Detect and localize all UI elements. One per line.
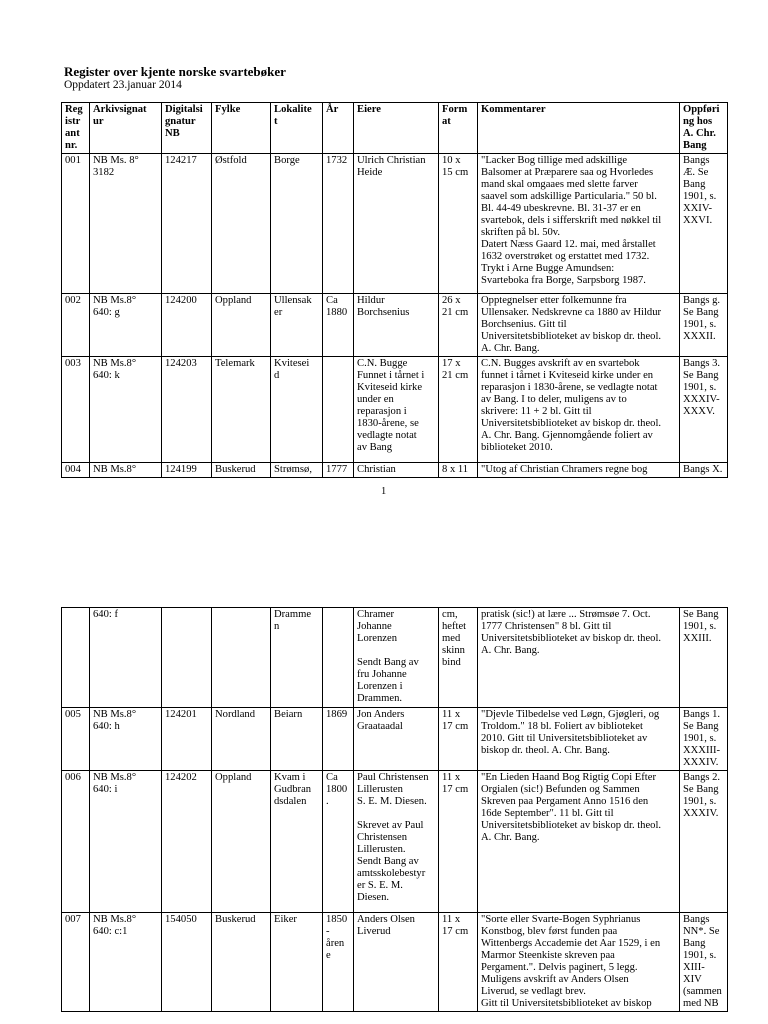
cell-format: 8 x 11	[439, 463, 478, 478]
cell-lokalitet: Dramme n	[271, 608, 323, 708]
cell-digitalsignatur: 154050	[162, 913, 212, 1012]
cell-eiere: Paul Christensen Lillerusten S. E. M. Diesen. Skrevet av Paul Christensen Lillerusten. Sendt Bang av amtsskolebestyr er S. E. M. Diesen.	[354, 771, 439, 913]
cell-registrant-nr: 007	[62, 913, 90, 1012]
cell-arkivsignatur: NB Ms.8° 640: g	[90, 294, 162, 357]
cell-eiere: C.N. Bugge Funnet i tårnet i Kviteseid kirke under en reparasjon i 1830-årene, se vedlagte notat av Bang	[354, 357, 439, 463]
cell-kommentarer: "Djevle Tilbedelse ved Løgn, Gjøgleri, og Troldom." 18 bl. Foliert av biblioteket 2010. Gitt til Universitetsbiblioteket av biskop dr. theol. A. Chr. Bang.	[478, 708, 680, 771]
cell-kommentarer: Opptegnelser etter folkemunne fra Ullensaker. Nedskrevne ca 1880 av Hildur Borchsenius. Gitt til Universitetsbiblioteket av biskop dr. theol. A. Chr. Bang.	[478, 294, 680, 357]
table-row	[62, 608, 728, 708]
cell-registrant-nr: 002	[62, 294, 90, 357]
cell-bang: Bangs NN*. Se Bang 1901, s. XIII- XIV (sammen med NB	[680, 913, 728, 1012]
column-header: Kommentarer	[478, 103, 680, 154]
cell-format: 11 x 17 cm	[439, 771, 478, 913]
cell-arkivsignatur: NB Ms.8° 640: h	[90, 708, 162, 771]
cell-bang: Bangs 2. Se Bang 1901, s. XXXIV.	[680, 771, 728, 913]
cell-eiere: Chramer Johanne Lorenzen Sendt Bang av fru Johanne Lorenzen i Drammen.	[354, 608, 439, 708]
table-row	[62, 708, 728, 771]
cell-fylke: Oppland	[212, 771, 271, 913]
cell-digitalsignatur	[162, 608, 212, 708]
cell-eiere: Christian	[354, 463, 439, 478]
cell-format: 17 x 21 cm	[439, 357, 478, 463]
cell-aar: Ca 1800 .	[323, 771, 354, 913]
cell-registrant-nr	[62, 608, 90, 708]
register-table-page-2	[61, 607, 728, 1012]
cell-arkivsignatur: NB Ms.8° 640: k	[90, 357, 162, 463]
cell-aar: 1777	[323, 463, 354, 478]
column-header: Fylke	[212, 103, 271, 154]
cell-arkivsignatur: NB Ms. 8° 3182	[90, 154, 162, 294]
register-table-page-1	[61, 102, 728, 478]
cell-fylke: Buskerud	[212, 463, 271, 478]
cell-registrant-nr: 001	[62, 154, 90, 294]
cell-bang: Bangs 1. Se Bang 1901, s. XXXIII- XXXIV.	[680, 708, 728, 771]
cell-kommentarer: pratisk (sic!) at lære ... Strømsøe 7. Oct. 1777 Christensen" 8 bl. Gitt til Universitetsbiblioteket av biskop dr. theol. A. Chr. Bang.	[478, 608, 680, 708]
cell-eiere: Anders Olsen Liverud	[354, 913, 439, 1012]
cell-arkivsignatur: 640: f	[90, 608, 162, 708]
cell-fylke: Buskerud	[212, 913, 271, 1012]
cell-fylke: Nordland	[212, 708, 271, 771]
table-row	[62, 463, 728, 478]
cell-format: 10 x 15 cm	[439, 154, 478, 294]
cell-fylke: Telemark	[212, 357, 271, 463]
column-header: Reg istr ant nr.	[62, 103, 90, 154]
cell-kommentarer: "Sorte eller Svarte-Bogen Syphrianus Konstbog, blev først funden paa Wittenbergs Accademie det Aar 1529, i en Marmor Steenkiste skreven paa Pergament.". Delvis paginert, 5 legg. Muligens avskrift av Anders Olsen Liverud, se vedlagt brev. Gitt til Universitetsbiblioteket av biskop	[478, 913, 680, 1012]
table-row	[62, 154, 728, 294]
document-title: Register over kjente norske svartebøker	[64, 64, 286, 79]
cell-registrant-nr: 005	[62, 708, 90, 771]
table-body-page-2	[62, 608, 728, 1012]
cell-bang: Bangs g. Se Bang 1901, s. XXXII.	[680, 294, 728, 357]
cell-registrant-nr: 006	[62, 771, 90, 913]
column-header: Lokalite t	[271, 103, 323, 154]
cell-digitalsignatur: 124217	[162, 154, 212, 294]
cell-bang: Bangs 3. Se Bang 1901, s. XXXIV- XXXV.	[680, 357, 728, 463]
cell-format: cm, heftet med skinn bind	[439, 608, 478, 708]
column-header: Oppføri ng hos A. Chr. Bang	[680, 103, 728, 154]
cell-fylke	[212, 608, 271, 708]
cell-aar	[323, 357, 354, 463]
column-header: Digitalsi gnatur NB	[162, 103, 212, 154]
cell-fylke: Østfold	[212, 154, 271, 294]
table-row	[62, 771, 728, 913]
cell-eiere: Hildur Borchsenius	[354, 294, 439, 357]
cell-fylke: Oppland	[212, 294, 271, 357]
cell-bang: Bangs Æ. Se Bang 1901, s. XXIV- XXVI.	[680, 154, 728, 294]
cell-arkivsignatur: NB Ms.8°	[90, 463, 162, 478]
cell-arkivsignatur: NB Ms.8° 640: i	[90, 771, 162, 913]
cell-registrant-nr: 003	[62, 357, 90, 463]
cell-registrant-nr: 004	[62, 463, 90, 478]
cell-aar: 1732	[323, 154, 354, 294]
cell-lokalitet: Beiarn	[271, 708, 323, 771]
cell-bang: Bangs X.	[680, 463, 728, 478]
cell-format: 11 x 17 cm	[439, 708, 478, 771]
document-subtitle: Oppdatert 23.januar 2014	[64, 79, 182, 91]
cell-kommentarer: C.N. Bugges avskrift av en svartebok funnet i tårnet i Kviteseid kirke under en reparasjon i 1830-årene, se vedlagte notat av Bang. I to deler, muligens av to skrivere: 11 + 2 bl. Gitt til Universitetsbiblioteket av biskop dr. theol. A. Chr. Bang. Gjennomgående foliert av biblioteket 2010.	[478, 357, 680, 463]
cell-arkivsignatur: NB Ms.8° 640: c:1	[90, 913, 162, 1012]
table-row	[62, 913, 728, 1012]
cell-lokalitet: Strømsø,	[271, 463, 323, 478]
cell-eiere: Jon Anders Graataadal	[354, 708, 439, 771]
column-header: År	[323, 103, 354, 154]
cell-format: 11 x 17 cm	[439, 913, 478, 1012]
cell-bang: Se Bang 1901, s. XXIII.	[680, 608, 728, 708]
cell-digitalsignatur: 124202	[162, 771, 212, 913]
cell-digitalsignatur: 124201	[162, 708, 212, 771]
cell-digitalsignatur: 124200	[162, 294, 212, 357]
cell-aar: 1869	[323, 708, 354, 771]
table-row	[62, 294, 728, 357]
cell-digitalsignatur: 124203	[162, 357, 212, 463]
column-header: Eiere	[354, 103, 439, 154]
cell-kommentarer: "Lacker Bog tillige med adskillige Balsomer at Præparere saa og Hvorledes mand skal omgaaes med slette farver saavel som adskillige Particularia." 50 bl. Bl. 44-49 ubeskrevne. Bl. 31-37 er en svartebok, dels i sifferskrift med nøkkel til skriften på bl. 50v. Datert Næss Gaard 12. mai, med årstallet 1632 overstrøket og erstattet med 1732. Trykt i Arne Bugge Amundsen: Svarteboka fra Borge, Sarpsborg 1987.	[478, 154, 680, 294]
table-header-row	[62, 103, 728, 154]
cell-lokalitet: Kvitesei d	[271, 357, 323, 463]
cell-aar: 1850 - åren e	[323, 913, 354, 1012]
cell-aar	[323, 608, 354, 708]
cell-kommentarer: "En Lieden Haand Bog Rigtig Copi Efter Orgialen (sic!) Befunden og Sammen Skreven paa Pergament Anno 1516 den 16de September". 11 bl. Gitt til Universitetsbiblioteket av biskop dr. theol. A. Chr. Bang.	[478, 771, 680, 913]
cell-lokalitet: Eiker	[271, 913, 323, 1012]
cell-lokalitet: Kvam i Gudbran dsdalen	[271, 771, 323, 913]
cell-eiere: Ulrich Christian Heide	[354, 154, 439, 294]
page-number: 1	[381, 486, 387, 497]
cell-format: 26 x 21 cm	[439, 294, 478, 357]
cell-kommentarer: "Utog af Christian Chramers regne bog	[478, 463, 680, 478]
cell-lokalitet: Borge	[271, 154, 323, 294]
table-row	[62, 357, 728, 463]
cell-aar: Ca 1880	[323, 294, 354, 357]
column-header: Form at	[439, 103, 478, 154]
table-body-page-1	[62, 154, 728, 478]
column-header: Arkivsignat ur	[90, 103, 162, 154]
cell-lokalitet: Ullensak er	[271, 294, 323, 357]
cell-digitalsignatur: 124199	[162, 463, 212, 478]
